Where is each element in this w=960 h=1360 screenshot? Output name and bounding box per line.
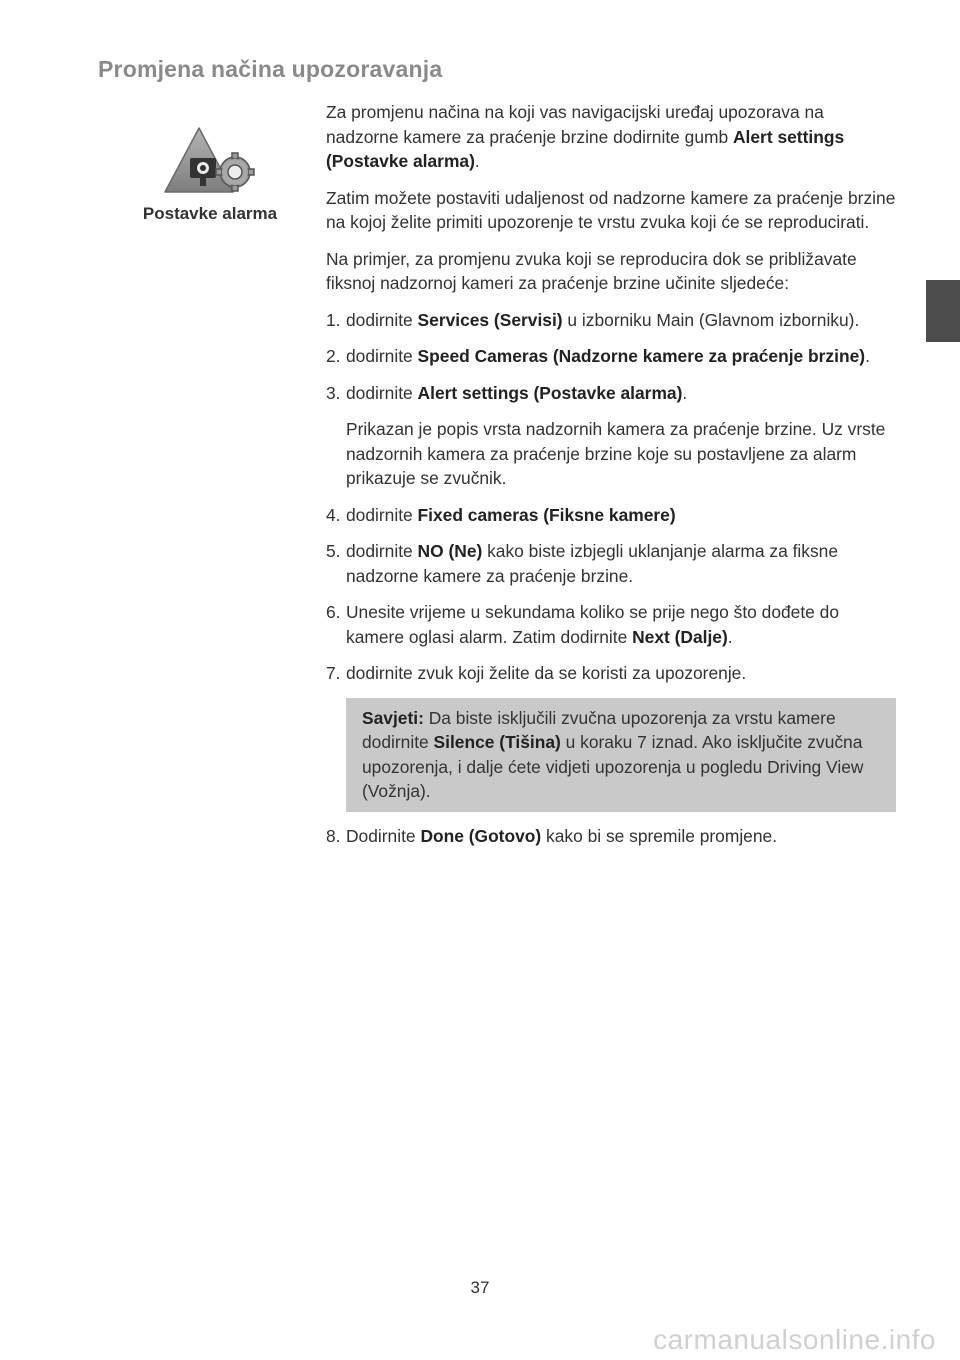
- step-number: 1.: [326, 309, 341, 330]
- step-number: 6.: [326, 602, 341, 622]
- text-run: Dodirnite: [346, 825, 421, 846]
- step-number: 3.: [326, 382, 341, 403]
- paragraph: Zatim možete postaviti udaljenost od nadzorne kamere za praćenje brzine na kojoj želite primiti upozorenje te vrstu zvuka koji će se reproducirati.: [326, 187, 896, 232]
- step-note: Prikazan je popis vrsta nadzornih kamera za praćenje brzine. Uz vrste nadzornih kamera za praćenje brzine koje su postavljene za alarm prikazuje se zvučnik.: [346, 419, 886, 488]
- text-run: Za promjenu načina na koji vas navigacijski uređaj upozorava na nadzorne kamere za praćenje brzine dodirnite gumb: [326, 102, 824, 147]
- text-run: dodirnite zvuk koji želite da se koristi za upozorenje.: [346, 663, 747, 683]
- text-run: .: [474, 151, 480, 171]
- text-run: u izborniku Main (Glavnom izborniku).: [562, 309, 860, 330]
- button-reference: Silence (Tišina): [433, 732, 561, 752]
- step-number: 8.: [326, 825, 341, 846]
- button-reference: Speed Cameras (Nadzorne kamere za praćenje brzine): [417, 346, 866, 366]
- button-reference: Next (Dalje): [632, 626, 728, 647]
- text-run: dodirnite: [346, 382, 418, 403]
- step-number: 5.: [326, 541, 341, 561]
- tip-box: [346, 698, 896, 812]
- steps-list: [326, 308, 896, 406]
- steps-list: [326, 503, 896, 686]
- text-run: .: [682, 382, 688, 403]
- button-reference: Done (Gotovo): [420, 825, 542, 846]
- text-run: dodirnite: [346, 346, 418, 366]
- step-number: 7.: [326, 663, 341, 683]
- list-item: [326, 308, 896, 333]
- steps-list: [326, 824, 896, 849]
- text-run: Unesite vrijeme u sekundama koliko se prije nego što dođete do kamere oglasi alarm. Zatim dodirnite: [346, 602, 840, 647]
- text-run: dodirnite: [346, 504, 418, 525]
- intro-paragraph: [326, 100, 896, 174]
- speed-camera-settings-icon: [163, 124, 263, 198]
- list-item: [326, 539, 896, 588]
- page-title: Promjena načina upozoravanja: [98, 56, 443, 82]
- page-number: 37: [470, 1278, 490, 1297]
- text-run: u koraku 7 iznad. Ako isključite zvučna upozorenja, i dalje ćete vidjeti upozorenja u pogledu Driving View (Vožnja).: [362, 732, 864, 801]
- text-run: Da biste isključili zvučna upozorenja za vrstu kamere dodirnite: [362, 707, 836, 752]
- button-reference: Alert settings (Postavke alarma): [326, 126, 845, 171]
- step-number: 4.: [326, 504, 341, 525]
- list-item: [326, 661, 896, 686]
- list-item: [326, 503, 896, 528]
- button-reference: Services (Servisi): [417, 309, 563, 330]
- button-reference: NO (Ne): [417, 541, 483, 561]
- button-reference: Alert settings (Postavke alarma): [417, 382, 683, 403]
- text-run: kako biste izbjegli uklanjanje alarma za fiksne nadzorne kamere za praćenje brzine.: [346, 541, 839, 586]
- main-content: [326, 100, 896, 860]
- text-run: .: [727, 626, 733, 647]
- step-number: 2.: [326, 346, 341, 366]
- text-run: dodirnite: [346, 309, 418, 330]
- button-reference: Fixed cameras (Fiksne kamere): [417, 504, 676, 525]
- text-run: .: [865, 346, 870, 366]
- chapter-tab: [926, 280, 960, 342]
- tip-label: Savjeti:: [362, 707, 424, 728]
- paragraph: Na primjer, za promjenu zvuka koji se reproducira dok se približavate fiksnoj nadzornoj kameri za praćenje brzine učinite sljedeće:: [326, 248, 857, 293]
- list-item: [326, 600, 896, 649]
- list-item: [326, 344, 896, 369]
- icon-caption: Postavke alarma: [142, 204, 278, 223]
- watermark: carmanualsonline.info: [653, 1324, 936, 1355]
- text-run: dodirnite: [346, 541, 418, 561]
- list-item: [326, 824, 896, 849]
- text-run: kako bi se spremile promjene.: [541, 825, 778, 846]
- list-item: [326, 381, 896, 406]
